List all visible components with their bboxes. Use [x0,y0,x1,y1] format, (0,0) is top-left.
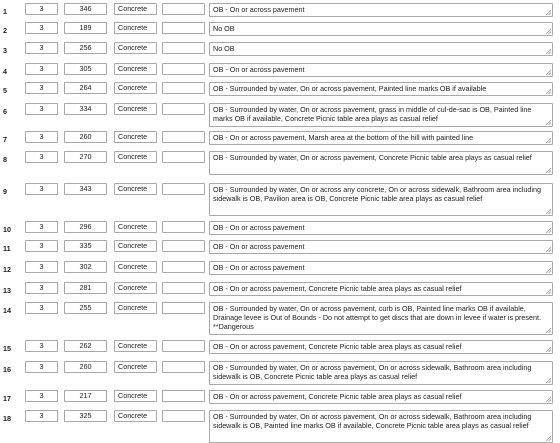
par-input[interactable]: 3 [25,240,58,252]
notes-text: OB - Surrounded by water, On or across pavement, curb is OB, Painted line marks OB if available, Drainage levee is Out of Bounds - Do not attempt to get discs that are down in levee if water is present. **Dangerous [213,304,542,332]
resize-grip-icon[interactable] [545,435,551,441]
notes-text: No OB [213,24,235,33]
hole-number: 8 [3,155,7,164]
tee-type-input[interactable]: Concrete [114,82,157,94]
extra-input[interactable] [162,221,205,233]
notes-textarea[interactable] [209,22,553,36]
tee-type-input[interactable]: Concrete [114,3,157,15]
par-input[interactable]: 3 [25,261,58,273]
extra-input[interactable] [162,410,205,422]
tee-type-input[interactable]: Concrete [114,282,157,294]
notes-textarea[interactable] [209,82,553,96]
tee-type-input[interactable]: Concrete [114,361,157,373]
tee-type-input[interactable]: Concrete [114,22,157,34]
distance-input[interactable]: 255 [64,302,107,314]
notes-textarea[interactable] [209,302,553,335]
notes-textarea[interactable] [209,103,553,127]
par-input[interactable]: 3 [25,361,58,373]
distance-input[interactable]: 256 [64,42,107,54]
notes-text: OB - On or across pavement, Concrete Picnic table area plays as casual relief [213,392,462,401]
distance-input[interactable]: 305 [64,63,107,75]
resize-grip-icon[interactable] [545,246,551,252]
distance-input[interactable]: 217 [64,390,107,402]
notes-textarea[interactable] [209,3,553,17]
distance-input[interactable]: 346 [64,3,107,15]
hole-number: 2 [3,26,7,35]
par-input[interactable]: 3 [25,183,58,195]
distance-input[interactable]: 270 [64,151,107,163]
par-input[interactable]: 3 [25,82,58,94]
distance-input[interactable]: 189 [64,22,107,34]
resize-grip-icon[interactable] [545,119,551,125]
notes-text: OB - Surrounded by water, On or across any concrete, On or across sidewalk, Bathroom area including sidewalk is OB, Pavilion area is OB, Concrete Picnic table area plays as casual relief [213,185,541,204]
par-input[interactable]: 3 [25,151,58,163]
tee-type-input[interactable]: Concrete [114,221,157,233]
notes-textarea[interactable] [209,261,553,275]
resize-grip-icon[interactable] [545,288,551,294]
par-input[interactable]: 3 [25,302,58,314]
notes-text: OB - Surrounded by water, On or across pavement, On or across sidewalk, Bathroom area including sidewalk is OB, Concrete Picnic table area plays as casual relief [213,363,532,382]
tee-type-input[interactable]: Concrete [114,410,157,422]
hole-number: 9 [3,187,7,196]
extra-input[interactable] [162,282,205,294]
notes-textarea[interactable] [209,151,553,175]
hole-number: 4 [3,67,7,76]
distance-input[interactable]: 335 [64,240,107,252]
extra-input[interactable] [162,340,205,352]
resize-grip-icon[interactable] [545,137,551,143]
notes-textarea[interactable] [209,340,553,354]
extra-input[interactable] [162,183,205,195]
notes-textarea[interactable] [209,390,553,404]
distance-input[interactable]: 334 [64,103,107,115]
resize-grip-icon[interactable] [545,167,551,173]
hole-number: 16 [3,365,11,374]
par-input[interactable]: 3 [25,390,58,402]
tee-type-input[interactable]: Concrete [114,131,157,143]
par-input[interactable]: 3 [25,63,58,75]
par-input[interactable]: 3 [25,410,58,422]
resize-grip-icon[interactable] [545,69,551,75]
resize-grip-icon[interactable] [545,88,551,94]
hole-number: 5 [3,86,7,95]
resize-grip-icon[interactable] [545,28,551,34]
hole-number: 13 [3,286,11,295]
notes-textarea[interactable] [209,410,553,443]
notes-text: OB - Surrounded by water, On or across pavement, Concrete Picnic table area plays as casual relief [213,153,532,162]
extra-input[interactable] [162,82,205,94]
tee-type-input[interactable]: Concrete [114,261,157,273]
extra-input[interactable] [162,151,205,163]
hole-number: 6 [3,107,7,116]
notes-textarea[interactable] [209,42,553,56]
tee-type-input[interactable]: Concrete [114,183,157,195]
notes-text: OB - On or across pavement [213,65,305,74]
resize-grip-icon[interactable] [545,396,551,402]
extra-input[interactable] [162,22,205,34]
tee-type-input[interactable]: Concrete [114,63,157,75]
notes-textarea[interactable] [209,240,553,254]
extra-input[interactable] [162,361,205,373]
par-input[interactable]: 3 [25,3,58,15]
extra-input[interactable] [162,63,205,75]
notes-text: OB - On or across pavement, Concrete Picnic table area plays as casual relief [213,342,462,351]
resize-grip-icon[interactable] [545,327,551,333]
tee-type-input[interactable]: Concrete [114,390,157,402]
notes-text: OB - On or across pavement [213,263,305,272]
par-input[interactable]: 3 [25,42,58,54]
extra-input[interactable] [162,42,205,54]
resize-grip-icon[interactable] [545,346,551,352]
distance-input[interactable]: 296 [64,221,107,233]
distance-input[interactable]: 343 [64,183,107,195]
par-input[interactable]: 3 [25,131,58,143]
distance-input[interactable]: 281 [64,282,107,294]
resize-grip-icon[interactable] [545,227,551,233]
extra-input[interactable] [162,240,205,252]
resize-grip-icon[interactable] [545,9,551,15]
resize-grip-icon[interactable] [545,267,551,273]
resize-grip-icon[interactable] [545,48,551,54]
tee-type-input[interactable]: Concrete [114,151,157,163]
resize-grip-icon[interactable] [545,208,551,214]
distance-input[interactable]: 260 [64,361,107,373]
hole-number: 11 [3,244,11,253]
notes-text: OB - Surrounded by water, On or across pavement, Painted line marks OB if available [213,84,487,93]
hole-number: 12 [3,265,11,274]
notes-textarea[interactable] [209,282,553,296]
hole-number: 18 [3,414,11,423]
notes-textarea[interactable] [209,361,553,385]
notes-text: No OB [213,44,235,53]
par-input[interactable]: 3 [25,22,58,34]
notes-textarea[interactable] [209,131,553,145]
notes-text: OB - On or across pavement, Concrete Picnic table area plays as casual relief [213,284,462,293]
extra-input[interactable] [162,261,205,273]
notes-text: OB - Surrounded by water, On or across pavement, On or across sidewalk, Bathroom area including sidewalk is OB, Painted line marks OB if available, Concrete Picnic table area plays as casual relief [213,412,532,431]
hole-number: 15 [3,344,11,353]
hole-number: 1 [3,7,7,16]
extra-input[interactable] [162,302,205,314]
hole-number: 3 [3,46,7,55]
extra-input[interactable] [162,3,205,15]
par-input[interactable]: 3 [25,282,58,294]
tee-type-input[interactable]: Concrete [114,103,157,115]
hole-number: 17 [3,394,11,403]
notes-textarea[interactable] [209,63,553,77]
tee-type-input[interactable]: Concrete [114,302,157,314]
extra-input[interactable] [162,103,205,115]
tee-type-input[interactable]: Concrete [114,340,157,352]
notes-textarea[interactable] [209,183,553,216]
distance-input[interactable]: 264 [64,82,107,94]
resize-grip-icon[interactable] [545,377,551,383]
hole-number: 7 [3,135,7,144]
notes-text: OB - On or across pavement [213,223,305,232]
extra-input[interactable] [162,390,205,402]
notes-textarea[interactable] [209,221,553,235]
par-input[interactable]: 3 [25,221,58,233]
distance-input[interactable]: 262 [64,340,107,352]
notes-text: OB - Surrounded by water, On or across pavement, grass in middle of cul-de-sac is OB, Painted line marks OB if available, Concrete Picnic table area plays as casual relief [213,105,532,124]
distance-input[interactable]: 302 [64,261,107,273]
notes-text: OB - On or across pavement [213,5,305,14]
hole-number: 10 [3,225,11,234]
par-input[interactable]: 3 [25,103,58,115]
extra-input[interactable] [162,131,205,143]
notes-text: OB - On or across pavement [213,242,305,251]
distance-input[interactable]: 325 [64,410,107,422]
tee-type-input[interactable]: Concrete [114,240,157,252]
hole-number: 14 [3,306,11,315]
distance-input[interactable]: 260 [64,131,107,143]
notes-text: OB - On or across pavement, Marsh area at the bottom of the hill with painted line [213,133,474,142]
par-input[interactable]: 3 [25,340,58,352]
tee-type-input[interactable]: Concrete [114,42,157,54]
